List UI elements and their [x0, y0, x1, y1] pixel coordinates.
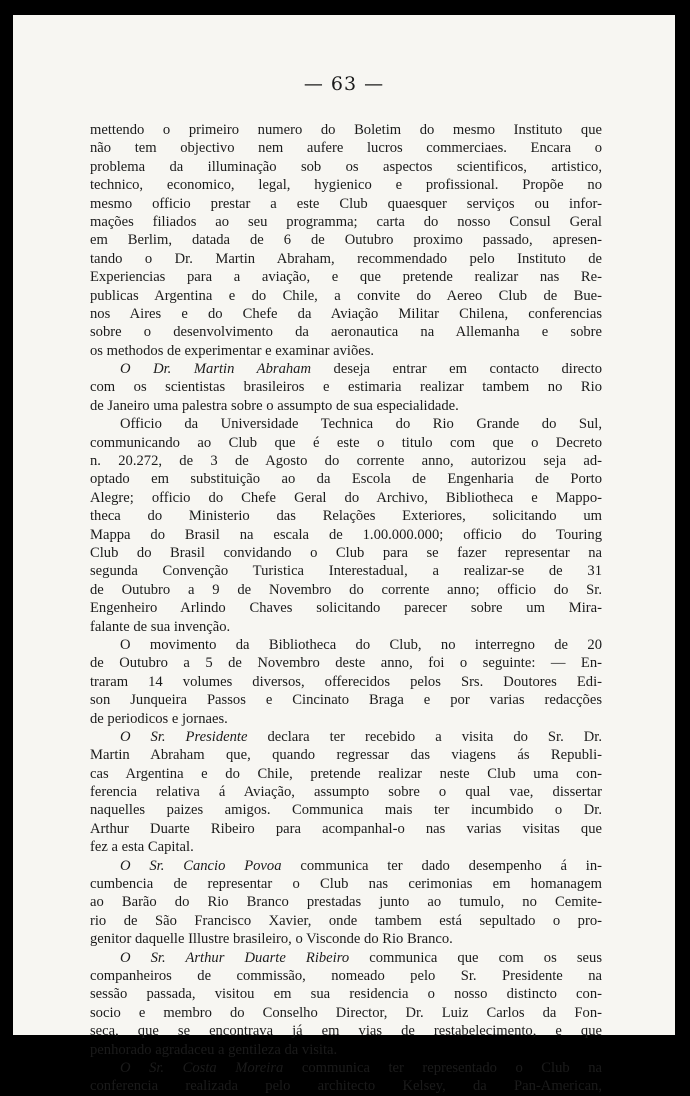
text-line: genitor daquelle Illustre brasileiro, o Visconde do Rio Branco. [90, 931, 453, 948]
text-line: com os scientistas brasileiros e estimaria realizar tambem no Rio [90, 379, 602, 396]
text-run: communica ter representado o Club na [283, 1059, 602, 1076]
text-line: O movimento da Bibliotheca do Club, no interregno de 20 [120, 636, 602, 653]
speaker-name: O Dr. Martin Abraham [120, 361, 312, 378]
text-line: não tem objectivo nem aufere lucros commerciaes. Encara o [90, 140, 602, 157]
text-line: Alegre; officio do Chefe Geral do Archivo, Bibliotheca e Mappo- [90, 489, 602, 506]
text-line: cas Argentina e do Chile, pretende realizar neste Club uma con- [90, 765, 602, 782]
text-line: mesmo officio prestar a este Club quaesquer serviços ou infor- [90, 195, 602, 212]
text-line: penhorado agradaceu a gentileza da visita. [90, 1041, 338, 1058]
text-line: son Junqueira Passos e Cincinato Braga e por varias redacções [90, 692, 602, 709]
scanned-page [13, 15, 675, 1095]
speaker-name: O Sr. Cancio Povoa [120, 857, 282, 874]
paragraph-first-line [90, 728, 602, 746]
text-run: communica que com os seus [349, 949, 602, 966]
text-line: communicando ao Club que é este o titulo com que o Decreto [90, 434, 602, 451]
text-line: theca do Ministerio das Relações Exteriores, solicitando um [90, 508, 602, 525]
text-line: tando o Dr. Martin Abraham, recommendado pelo Instituto de [90, 250, 602, 267]
text-line: segunda Convenção Turistica Interestadual, a realizar-se de 31 [90, 563, 602, 580]
body-text [90, 121, 602, 1096]
paragraph-first-line [90, 360, 602, 378]
text-line: n. 20.272, de 3 de Agosto do corrente anno, autorizou seja ad- [90, 453, 602, 470]
speaker-name: O Sr. Costa Moreira [120, 1059, 284, 1076]
text-line: mettendo o primeiro numero do Boletim do mesmo Instituto que [90, 122, 602, 138]
speaker-name: O Sr. Presidente [120, 728, 248, 745]
text-line: falante de sua invenção. [90, 618, 231, 635]
text-line: cumbencia de representar o Club nas cerimonias em homanagem [90, 876, 602, 893]
text-line: ferencia relativa á Aviação, assumpto sobre o qual vae, dissertar [90, 784, 602, 801]
text-line: de periodicos e jornaes. [90, 710, 228, 727]
text-line: Club do Brasil convidando o Club para se fazer representar na [90, 544, 602, 561]
text-line: de Outubro a 5 de Novembro deste anno, foi o seguinte: — En- [90, 655, 602, 672]
text-line: em Berlim, datada de 6 de Outubro proximo passado, apresen- [90, 232, 602, 249]
text-line: socio e membro do Conselho Director, Dr. Luiz Carlos da Fon- [90, 1004, 602, 1021]
text-line: nos Aires e do Chefe da Aviação Militar Chilena, conferencias [90, 305, 602, 322]
text-line: seca, que se encontrava já em vias de restabelecimento, e que [90, 1023, 602, 1040]
paragraph-first-line [90, 857, 602, 875]
text-line: Mappa do Brasil na escala de 1.00.000.000; officio do Touring [90, 526, 602, 543]
text-line: Experiencias para a aviação, e que pretende realizar nas Re- [90, 269, 602, 286]
text-line: naquelles paizes amigos. Communica mais ter incumbido o Dr. [90, 802, 602, 819]
text-line: Officio da Universidade Technica do Rio Grande do Sul, [120, 416, 602, 433]
text-line: technico, economico, legal, hygienico e profissional. Propõe no [90, 177, 602, 194]
text-line: problema da illuminação sob os aspectos scientificos, artistico, [90, 158, 602, 175]
text-line: sobre o desenvolvimento da aeronautica na Allemanha e sobre [90, 324, 602, 341]
paragraph-first-line [90, 1059, 602, 1077]
text-run: communica ter dado desempenho á in- [281, 857, 602, 874]
text-line: conferencia realizada pelo architecto Kelsey, da Pan-American, [90, 1078, 602, 1095]
text-line: companheiros de commissão, nomeado pelo Sr. Presidente na [90, 967, 602, 984]
text-line: os methodos de experimentar e examinar aviões. [90, 342, 375, 359]
text-line: rio de São Francisco Xavier, onde tambem está sepultado o pro- [90, 912, 602, 929]
text-line: traram 14 volumes diversos, offerecidos pelos Srs. Doutores Edi- [90, 673, 602, 690]
page-number: — 63 — [303, 73, 385, 95]
paragraph-first-line [90, 949, 602, 967]
text-line: de Janeiro uma palestra sobre o assumpto de sua especialidade. [90, 397, 459, 414]
text-run: deseja entrar em contacto directo [311, 361, 602, 378]
text-line: Arthur Duarte Ribeiro para acompanhal-o nas varias visitas que [90, 820, 602, 837]
text-run: declara ter recebido a visita do Sr. Dr. [247, 728, 602, 745]
text-line: mações filiados ao seu programma; carta do nosso Consul Geral [90, 213, 602, 230]
text-line: publicas Argentina e do Chile, a convite do Aereo Club de Bue- [90, 287, 602, 304]
speaker-name: O Sr. Arthur Duarte Ribeiro [120, 949, 350, 966]
text-line: fez a esta Capital. [90, 839, 194, 856]
text-line: sessão passada, visitou em sua residencia o nosso distincto con- [90, 986, 602, 1003]
text-line: ao Barão do Rio Branco prestadas junto ao tumulo, no Cemite- [90, 894, 602, 911]
text-line: de Outubro a 9 de Novembro do corrente anno; officio do Sr. [90, 581, 602, 598]
text-line: Engenheiro Arlindo Chaves solicitando parecer sobre um Mira- [90, 600, 602, 617]
text-line: optado em substituição ao da Escola de Engenharia de Porto [90, 471, 602, 488]
text-line: Martin Abraham que, quando regressar das viagens ás Republi- [90, 747, 602, 764]
